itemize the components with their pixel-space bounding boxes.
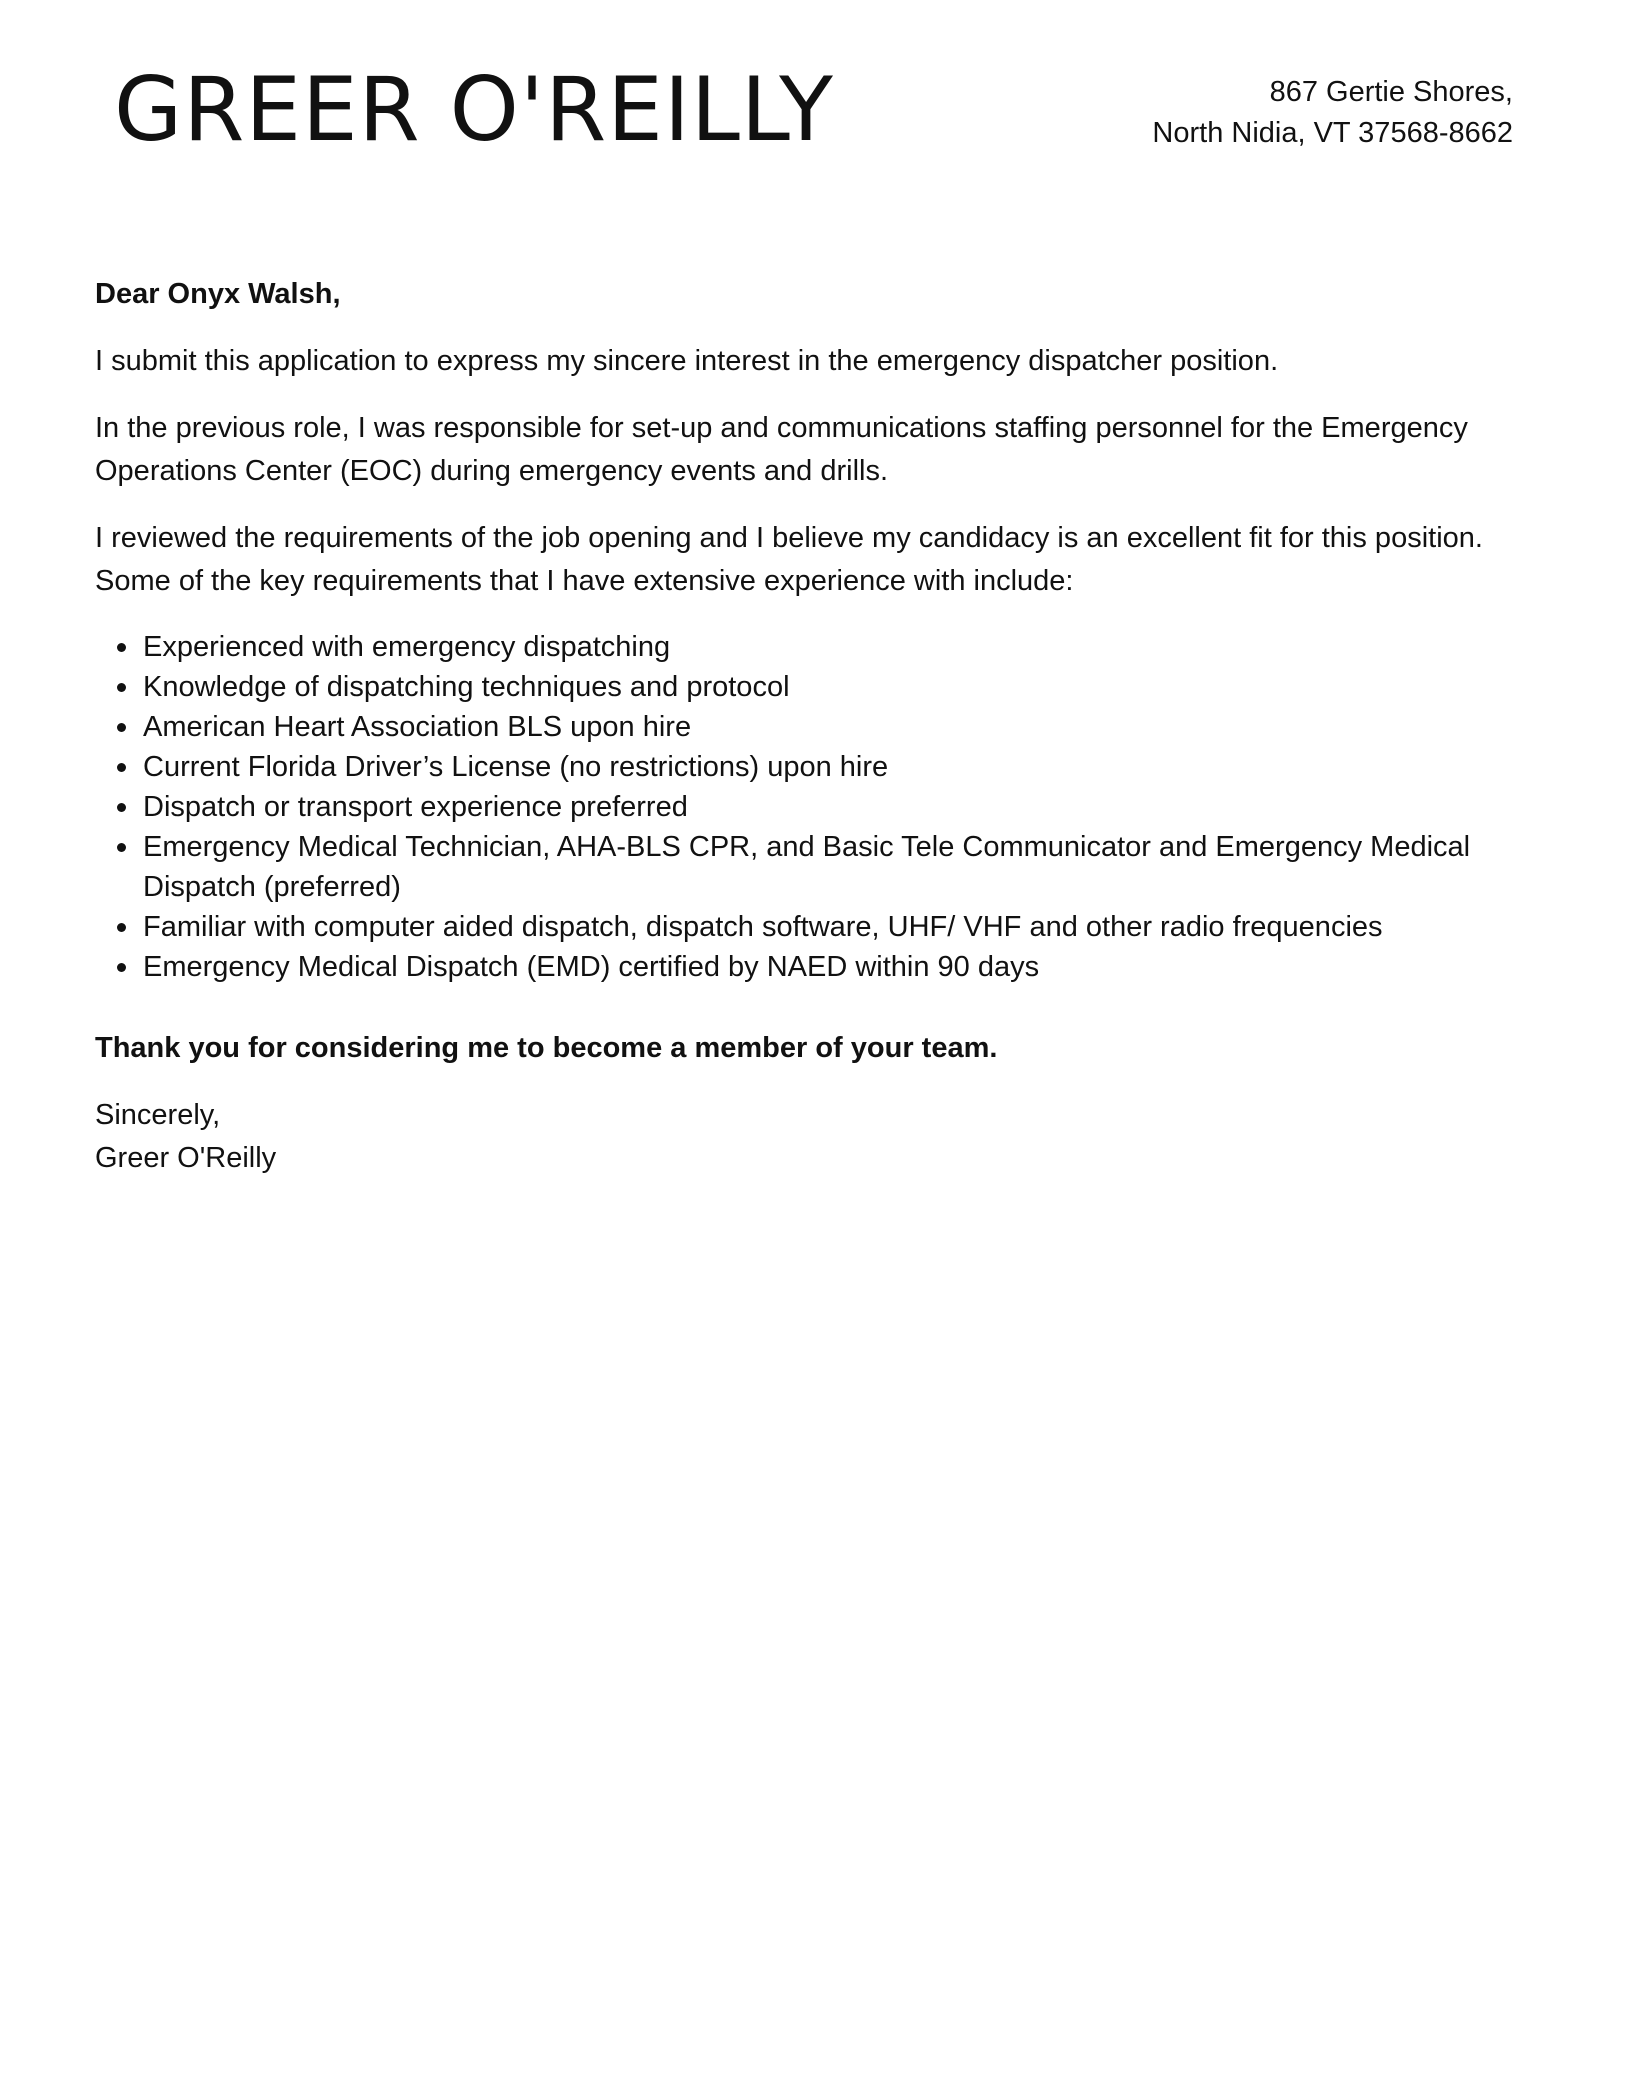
list-item-text: Familiar with computer aided dispatch, dispatch software, UHF/ VHF and other radio frequencies bbox=[143, 911, 1383, 943]
salutation: Dear Onyx Walsh, bbox=[95, 278, 341, 310]
letter-body bbox=[95, 273, 1535, 1180]
address-line-1: 867 Gertie Shores, bbox=[1269, 76, 1513, 108]
bullet-icon bbox=[117, 763, 126, 772]
list-item bbox=[95, 667, 1535, 707]
paragraph-previous-role: In the previous role, I was responsible for set-up and communications staffing personnel for the Emergency Operations Center (EOC) during emergency events and drills. bbox=[95, 412, 1468, 487]
list-item bbox=[95, 827, 1535, 907]
list-item bbox=[95, 747, 1535, 787]
bullet-icon bbox=[117, 843, 126, 852]
list-item-text: Dispatch or transport experience preferred bbox=[143, 791, 688, 823]
list-item bbox=[95, 627, 1535, 667]
address-line-2: North Nidia, VT 37568-8662 bbox=[1152, 117, 1513, 149]
signoff: Sincerely, bbox=[95, 1099, 221, 1131]
list-item-text: Emergency Medical Dispatch (EMD) certified by NAED within 90 days bbox=[143, 951, 1040, 983]
bullet-icon bbox=[117, 643, 126, 652]
list-item-text: Knowledge of dispatching techniques and protocol bbox=[143, 671, 790, 703]
bullet-icon bbox=[117, 683, 126, 692]
list-item-text: American Heart Association BLS upon hire bbox=[143, 711, 692, 743]
list-item-text: Emergency Medical Technician, AHA-BLS CPR, and Basic Tele Communicator and Emergency Medical Dispatch (preferred) bbox=[143, 831, 1471, 903]
list-item-text: Experienced with emergency dispatching bbox=[143, 631, 671, 663]
list-item-text: Current Florida Driver’s License (no restrictions) upon hire bbox=[143, 751, 889, 783]
list-item bbox=[95, 947, 1535, 987]
paragraph-requirements-intro: I reviewed the requirements of the job opening and I believe my candidacy is an excellent fit for this position. Some of the key requirements that I have extensive experience with include: bbox=[95, 522, 1483, 597]
requirements-list bbox=[95, 627, 1535, 987]
list-item bbox=[95, 907, 1535, 947]
paragraph-intro: I submit this application to express my sincere interest in the emergency dispatcher position. bbox=[95, 345, 1279, 377]
bullet-icon bbox=[117, 963, 126, 972]
bullet-icon bbox=[117, 723, 126, 732]
sender-address bbox=[1152, 72, 1513, 154]
list-item bbox=[95, 787, 1535, 827]
bullet-icon bbox=[117, 923, 126, 932]
signature-name: Greer O'Reilly bbox=[95, 1142, 277, 1174]
closing-line: Thank you for considering me to become a member of your team. bbox=[95, 1032, 998, 1064]
signoff-block bbox=[95, 1094, 1535, 1180]
bullet-icon bbox=[117, 803, 126, 812]
sender-name-heading: GREER O'REILLY bbox=[114, 58, 834, 161]
list-item bbox=[95, 707, 1535, 747]
